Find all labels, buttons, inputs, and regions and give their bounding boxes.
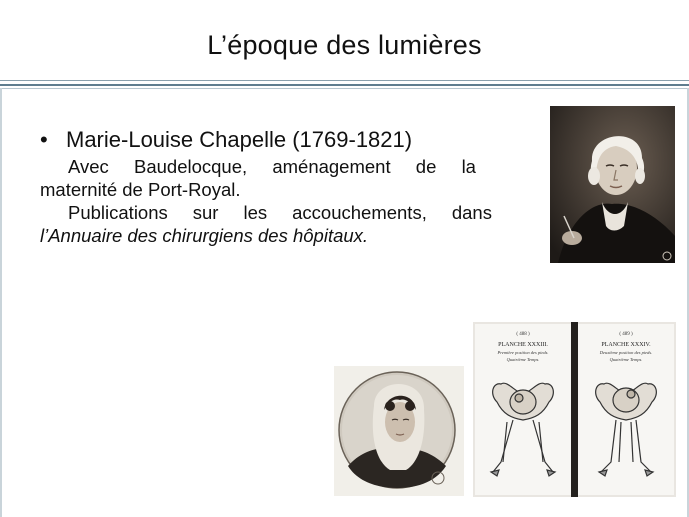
paragraph-1-word: aménagement: [272, 156, 391, 177]
slide-title: L’époque des lumières: [207, 30, 482, 60]
left-plate-title: PLANCHE XXXIII.: [498, 342, 548, 348]
right-plate-title: PLANCHE XXXIV.: [601, 342, 651, 348]
paragraph-2-line-2: l’Annuaire des chirurgiens des hôpitaux.: [40, 225, 369, 246]
left-plate-caption-1: Première position des pieds.: [497, 350, 549, 355]
paragraph-1-line-1: [40, 155, 476, 178]
right-plate-caption-1: Deuxième position des pieds.: [599, 350, 653, 355]
title-divider-light: [0, 88, 689, 89]
portrait-woman-image: [334, 366, 464, 496]
obstetric-plates-image: [473, 322, 676, 497]
paragraph-1-word: de: [415, 156, 437, 177]
portrait-man-image: [550, 106, 675, 263]
paragraph-2-word: sur: [192, 202, 219, 223]
paragraph-2-word: accouchements,: [292, 202, 427, 223]
paragraph-2-line-1: [40, 201, 492, 224]
bullet-symbol: •: [40, 127, 48, 152]
paragraph-1-word: Baudelocque,: [133, 156, 248, 177]
slide-left-border: [0, 88, 2, 517]
paragraph-2-word: Publications: [68, 202, 168, 223]
paragraph-2-word: dans: [451, 202, 492, 223]
title-divider-thin: [0, 80, 689, 81]
paragraph-1-line-2: maternité de Port-Royal.: [40, 179, 241, 200]
title-divider: [0, 84, 689, 86]
right-page-number: ( 489 ): [619, 332, 633, 337]
paragraph-1-word: Avec: [68, 156, 109, 177]
paragraph-2-word: les: [243, 202, 268, 223]
right-plate-caption-2: Quatrième Temps.: [609, 357, 643, 362]
slide-content: [40, 125, 510, 247]
title-band: [0, 0, 689, 80]
portrait-woman-drawing: [334, 366, 464, 496]
left-page-number: ( 488 ): [516, 332, 530, 337]
bullet-item: [40, 125, 510, 155]
portrait-man-drawing: [550, 106, 675, 263]
obstetric-plates-drawing: [473, 322, 676, 497]
paragraph-1-word: la: [461, 156, 476, 177]
left-plate-caption-2: Quatrième Temps.: [506, 357, 540, 362]
bullet-heading: Marie-Louise Chapelle (1769-1821): [66, 127, 413, 152]
